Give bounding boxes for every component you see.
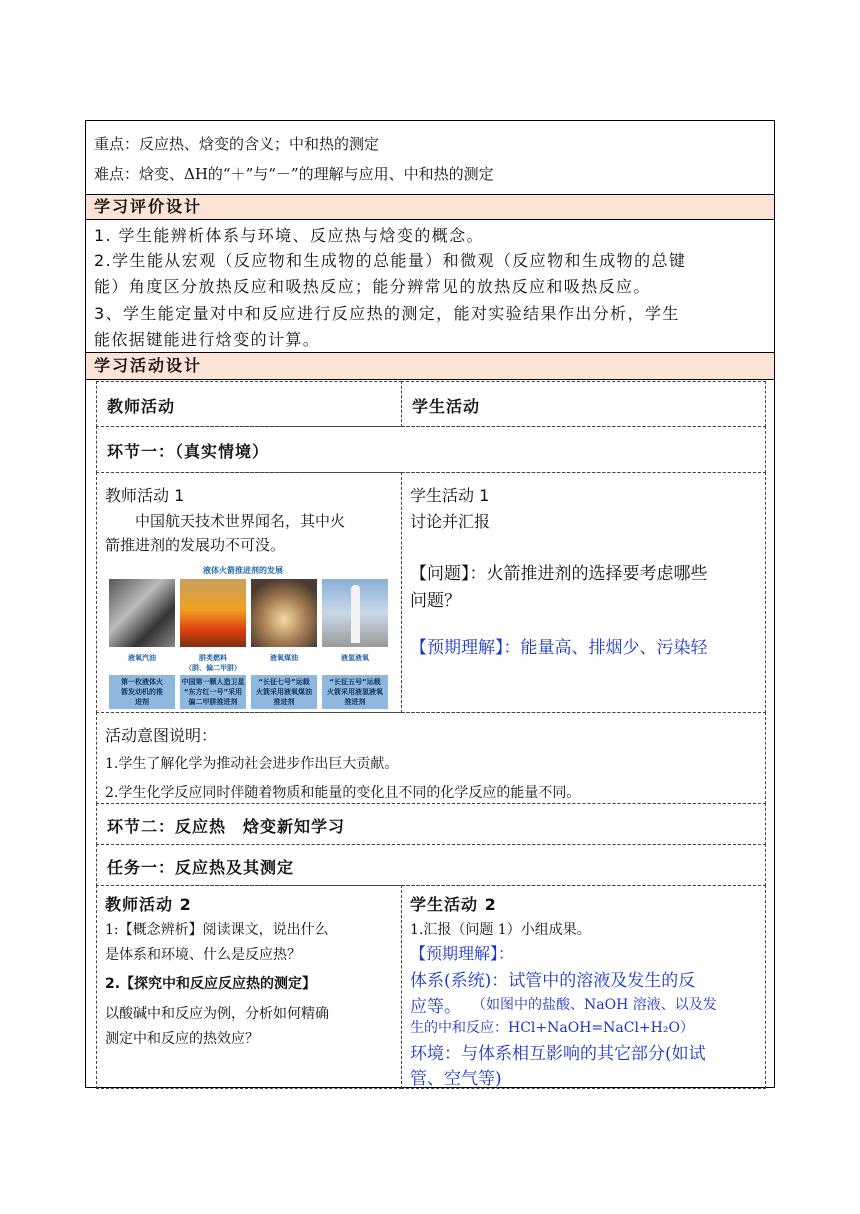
student2-line-3: 体系(系统)：试管中的溶液及发生的反	[410, 971, 696, 991]
eval-line-4: 3、学生能定量对中和反应进行反应热的测定，能对实验结果作出分析，学生	[94, 304, 680, 323]
eval-line-3: 能）角度区分放热反应和吸热反应；能分辨常见的放热反应和吸热反应。	[94, 277, 651, 296]
figure-label-2: 中国第一颗人造卫星 “东方红一号”采用 偏二甲肼推进剂	[180, 675, 246, 709]
figure-label-3: “长征七号”运载 火箭采用液氧煤油 推进剂	[251, 675, 317, 709]
teacher-header-cell	[96, 381, 402, 427]
student1-question-1: 【问题】：火箭推进剂的选择要考虑哪些	[410, 564, 708, 584]
figure-caption-4: 液氢液氧	[341, 654, 369, 662]
task1-title: 任务一：反应热及其测定	[107, 858, 295, 877]
teacher2-line-2: 是体系和环境、什么是反应热？	[105, 947, 301, 963]
rocket-launch-photo	[180, 579, 246, 647]
task1-row	[96, 844, 766, 886]
figure-caption-1: 液氧汽油	[128, 654, 156, 662]
teacher2-cell	[96, 885, 402, 1089]
teacher1-title: 教师活动 1	[105, 486, 185, 505]
student-header-cell	[401, 381, 766, 427]
eval-line-5: 能依据键能进行焓变的计算。	[94, 330, 321, 349]
figure-caption-3: 液氧煤油	[270, 654, 298, 662]
student-header: 学生活动	[412, 397, 481, 416]
figure-caption-2: 肼类燃料 （肼、偏二甲肼）	[185, 654, 241, 672]
student1-question-2: 问题？	[410, 591, 461, 611]
student2-line-5: 生的中和反应：HCl+NaOH=NaCl+H₂O）	[410, 1020, 694, 1036]
teacher2-line-5: 测定中和反应的热效应？	[105, 1031, 259, 1047]
stage2-title: 环节二：反应热 焓变新知学习	[107, 817, 346, 836]
teacher2-line-1: 1:【概念辨析】阅读课文，说出什么	[105, 922, 329, 938]
rocket-propellant-figure	[107, 565, 391, 712]
activities-header: 学习活动设计	[86, 352, 774, 380]
student2-line-7: 管、空气等)	[410, 1069, 502, 1089]
teacher1-cell	[96, 472, 402, 713]
stage1-row	[96, 426, 766, 473]
intent-line-2: 2.学生化学反应同时伴随着物质和能量的变化且不同的化学反应的能量不同。	[105, 785, 581, 801]
rocket-engine-photo	[251, 579, 317, 647]
difficult-points: 难点：焓变、ΔH的“＋”与“－”的理解与应用、中和热的测定	[94, 165, 494, 183]
intent-row	[96, 712, 766, 804]
eval-line-2: 2.学生能从宏观（反应物和生成物的总能量）和微观（反应物和生成物的总键	[94, 251, 687, 270]
student2-title: 学生活动 2	[410, 895, 497, 914]
teacher2-line-4: 以酸碱中和反应为例，分析如何精确	[105, 1006, 329, 1022]
figure-label-1: 第一枚液体火 箭发动机的推 进剂	[109, 675, 175, 709]
long-march-photo	[322, 579, 388, 647]
student1-expectation: 【预期理解】：能量高、排烟少、污染轻	[410, 638, 708, 658]
teacher2-title: 教师活动 2	[105, 895, 192, 914]
student2-cell	[401, 885, 766, 1089]
student2-line-4b: （如图中的盐酸、NaOH 溶液、以及发	[472, 997, 717, 1013]
student1-task: 讨论并汇报	[410, 512, 491, 531]
student2-expect-label: 【预期理解】：	[410, 944, 515, 963]
evaluation-header: 学习评价设计	[86, 194, 774, 220]
teacher2-line-3: 2.【探究中和反应反应热的测定】	[105, 976, 317, 992]
stage1-title: 环节一：（真实情境）	[107, 442, 270, 461]
teacher1-text-1: 中国航天技术世界闻名，其中火	[135, 512, 346, 530]
figure-label-4: “长征五号”运载 火箭采用液氢液氧 推进剂	[322, 675, 388, 709]
student2-line-4a: 应等。	[410, 997, 461, 1017]
teacher1-text-2: 箭推进剂的发展功不可没。	[105, 536, 286, 554]
lesson-table	[85, 120, 775, 1088]
stage2-row	[96, 803, 766, 845]
activity-grid	[96, 381, 766, 1089]
figure-title: 液体火箭推进剂的发展	[203, 566, 283, 575]
teacher-header: 教师活动	[107, 397, 176, 416]
student2-line-1: 1.汇报（问题 1）小组成果。	[410, 922, 591, 938]
intent-line-1: 1.学生了解化学为推动社会进步作出巨大贡献。	[105, 756, 399, 772]
student1-title: 学生活动 1	[410, 486, 490, 505]
intent-title: 活动意图说明：	[105, 726, 218, 745]
student2-line-6: 环境：与体系相互影响的其它部分(如试	[410, 1044, 706, 1064]
student1-cell	[401, 472, 766, 713]
key-points: 重点：反应热、焓变的含义；中和热的测定	[94, 135, 380, 153]
scientist-photo	[109, 579, 175, 647]
eval-line-1: 1. 学生能辨析体系与环境、反应热与焓变的概念。	[94, 226, 484, 245]
